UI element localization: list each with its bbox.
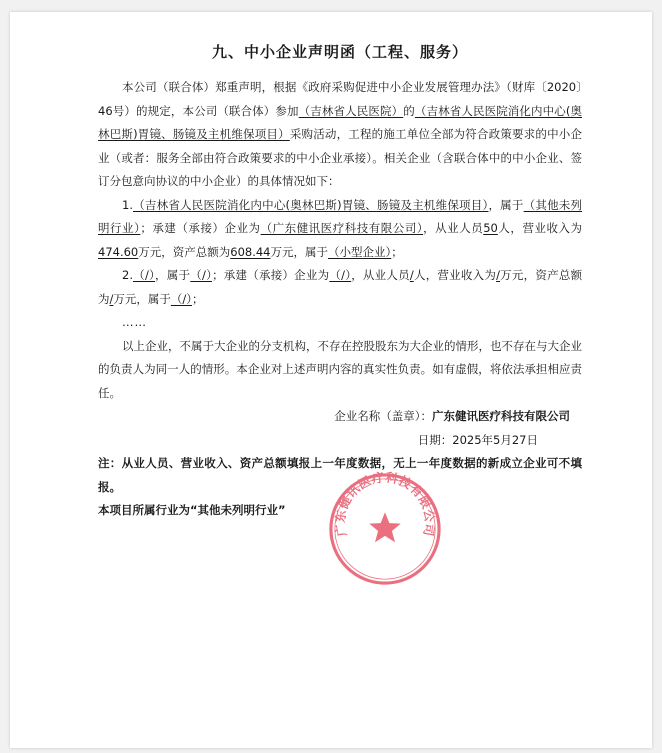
item-number: 2.: [122, 268, 133, 282]
date-value: 2025年5月27日: [452, 432, 538, 447]
signature-line: [98, 405, 582, 429]
seal-text: 广东健讯医疗科技有限公司: [333, 470, 437, 538]
item-text: 万元，属于: [270, 244, 328, 259]
statement-paragraph: 以上企业，不属于大企业的分支机构，不存在控股股东为大企业的情形，也不存在与大企业的负责人为同一人的情形。本企业对上述声明内容的真实性负责。如有虚假，将依法承担相应责任。: [98, 338, 582, 400]
item-assets: 608.44: [230, 244, 271, 259]
industry-note: 本项目所属行业为“其他未列明行业”: [98, 503, 286, 517]
item-text: 万元，资产总额为: [138, 244, 231, 259]
item-text: ；承建（承接）企业为: [212, 268, 330, 282]
declaration-text-2: 的: [403, 103, 415, 118]
item-text: ，从业人员: [351, 268, 410, 282]
item-text: 人，营业收入为: [413, 268, 497, 282]
item-text: 人，营业收入为: [497, 221, 583, 235]
item-industry: （/）: [190, 268, 213, 282]
document-body: [98, 76, 582, 523]
item-staff: /: [409, 268, 414, 282]
item-text: ，从业人员: [423, 221, 484, 235]
item-company: （广东健讯医疗科技有限公司）: [260, 221, 424, 235]
item-assets: /: [109, 291, 114, 306]
item-revenue: /: [496, 268, 500, 282]
item-text: ，属于: [488, 197, 524, 212]
item-project: （/）: [132, 268, 156, 282]
item-text: ；承建（承接）企业为: [140, 221, 261, 235]
item-size: （小型企业）: [328, 244, 392, 259]
seal-star-icon: [369, 512, 400, 542]
declaration-text-3: 采购活动，工程的施工单位全部为符合政策要求的中小企业（或者：服务全部由符合政策要求的中小企业承接）。相关企业（含联合体中的中小企业、签订分包意向协议的中小企业）的具体情况如下：: [98, 127, 582, 188]
signature-company: 广东健讯医疗科技有限公司: [432, 409, 570, 423]
enterprise-item-2: [98, 264, 582, 311]
item-revenue: 474.60: [98, 244, 139, 259]
item-staff: 50: [483, 221, 498, 235]
item-size: （/）: [170, 291, 192, 306]
item-text: 万元，属于: [113, 291, 171, 306]
signature-label: 企业名称（盖章）：: [334, 409, 432, 423]
item-text: ，属于: [155, 268, 191, 282]
project-name: （吉林省人民医院消化内中心(奥林巴斯)胃镜、肠镜及主机维保项目）: [98, 103, 583, 141]
enterprise-item-1: [98, 194, 582, 265]
item-text: 万元，资产总额为: [98, 268, 583, 306]
declaration-paragraph: [98, 76, 582, 194]
company-seal-stamp: [326, 470, 444, 588]
item-company: （/）: [329, 268, 352, 282]
document-title: 九、中小企业声明函（工程、服务）: [211, 43, 468, 61]
item-text: ；: [192, 291, 204, 306]
item-industry: （其他未列明行业）: [98, 197, 583, 235]
note-text: 注：从业人员、营业收入、资产总额填报上一年度数据，无上一年度数据的新成立企业可不填报。: [98, 456, 582, 494]
ellipsis: ……: [122, 315, 147, 329]
buyer-name: （吉林省人民医院）: [298, 103, 404, 118]
item-project: （吉林省人民医院消化内中心(奥林巴斯)胃镜、肠镜及主机维保项目）: [132, 197, 489, 212]
date-line: [98, 429, 582, 453]
document-page: [10, 12, 652, 748]
date-label: 日期：: [417, 432, 453, 447]
declaration-text-1: 本公司（联合体）郑重声明，根据《政府采购促进中小企业发展管理办法》（财库〔2020〕46号）的规定，本公司（联合体）参加: [98, 80, 582, 118]
item-text: ；: [391, 244, 403, 259]
item-number: 1.: [122, 197, 133, 212]
